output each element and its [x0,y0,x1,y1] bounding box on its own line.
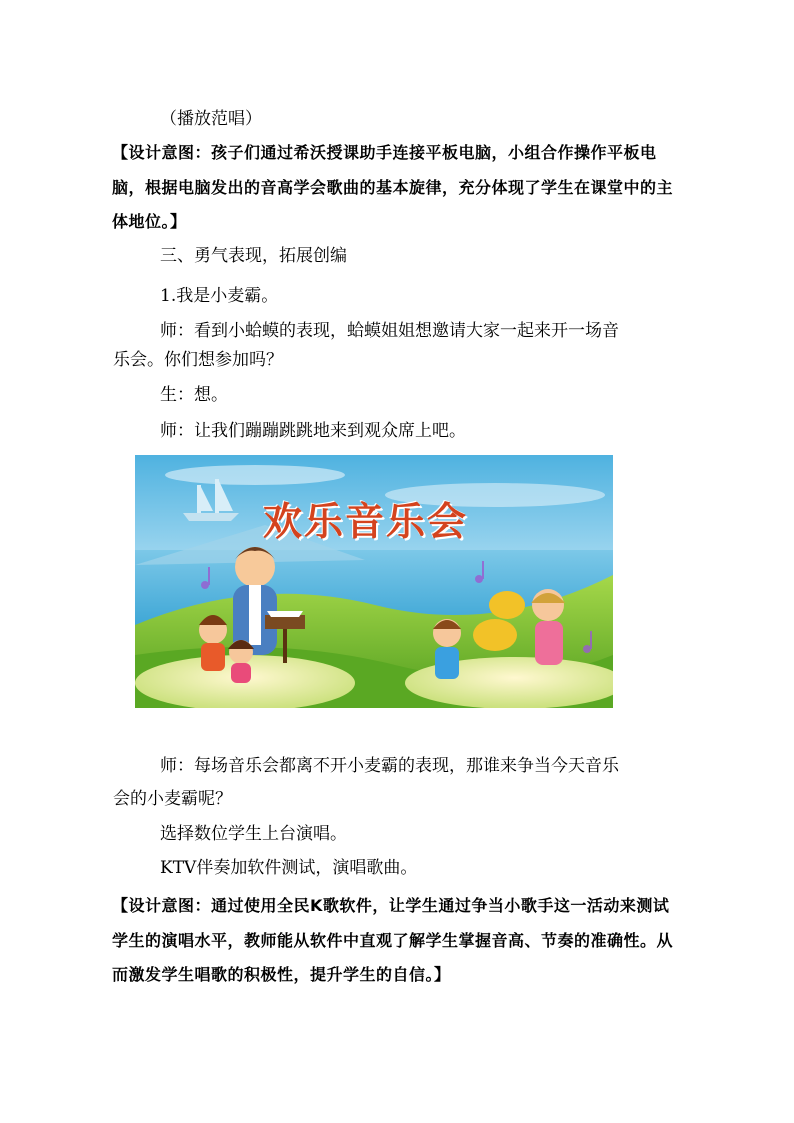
concert-illustration [135,455,613,708]
paragraph-play-demo: （播放范唱） [160,109,262,129]
design-intent-2: 【设计意图：通过使用全民K歌软件，让学生通过争当小歌手这一活动来测试学生的演唱水平，教师能从软件中直观了解学生掌握音高、节奏的准确性。从而激发学生唱歌的积极性，提升学生的自信。】 [112,896,674,984]
teacher-line-2: 师：让我们蹦蹦跳跳地来到观众席上吧。 [160,421,466,441]
subheading-1: 1.我是小麦霸。 [160,286,279,306]
teacher-line-1b: 乐会。你们想参加吗？ [113,350,283,370]
section-heading-3: 三、勇气表现，拓展创编 [160,246,347,266]
teacher-line-1a: 师：看到小蛤蟆的表现，蛤蟆姐姐想邀请大家一起来开一场音 [160,321,619,341]
illustration-title: 欢乐音乐会 [263,500,469,545]
instruction-line-2: KTV伴奏加软件测试，演唱歌曲。 [160,858,418,878]
teacher-figure [233,547,277,655]
teacher-line-3a: 师：每场音乐会都离不开小麦霸的表现，那谁来争当今天音乐 [160,756,619,776]
teacher-line-3b: 会的小麦霸呢？ [113,789,232,809]
student-line: 生：想。 [160,385,228,405]
design-intent-1: 【设计意图：孩子们通过希沃授课助手连接平板电脑，小组合作操作平板电脑，根据电脑发出的音高学会歌曲的基本旋律，充分体现了学生在课堂中的主体地位。】 [112,143,674,231]
instruction-line-1: 选择数位学生上台演唱。 [160,824,347,844]
